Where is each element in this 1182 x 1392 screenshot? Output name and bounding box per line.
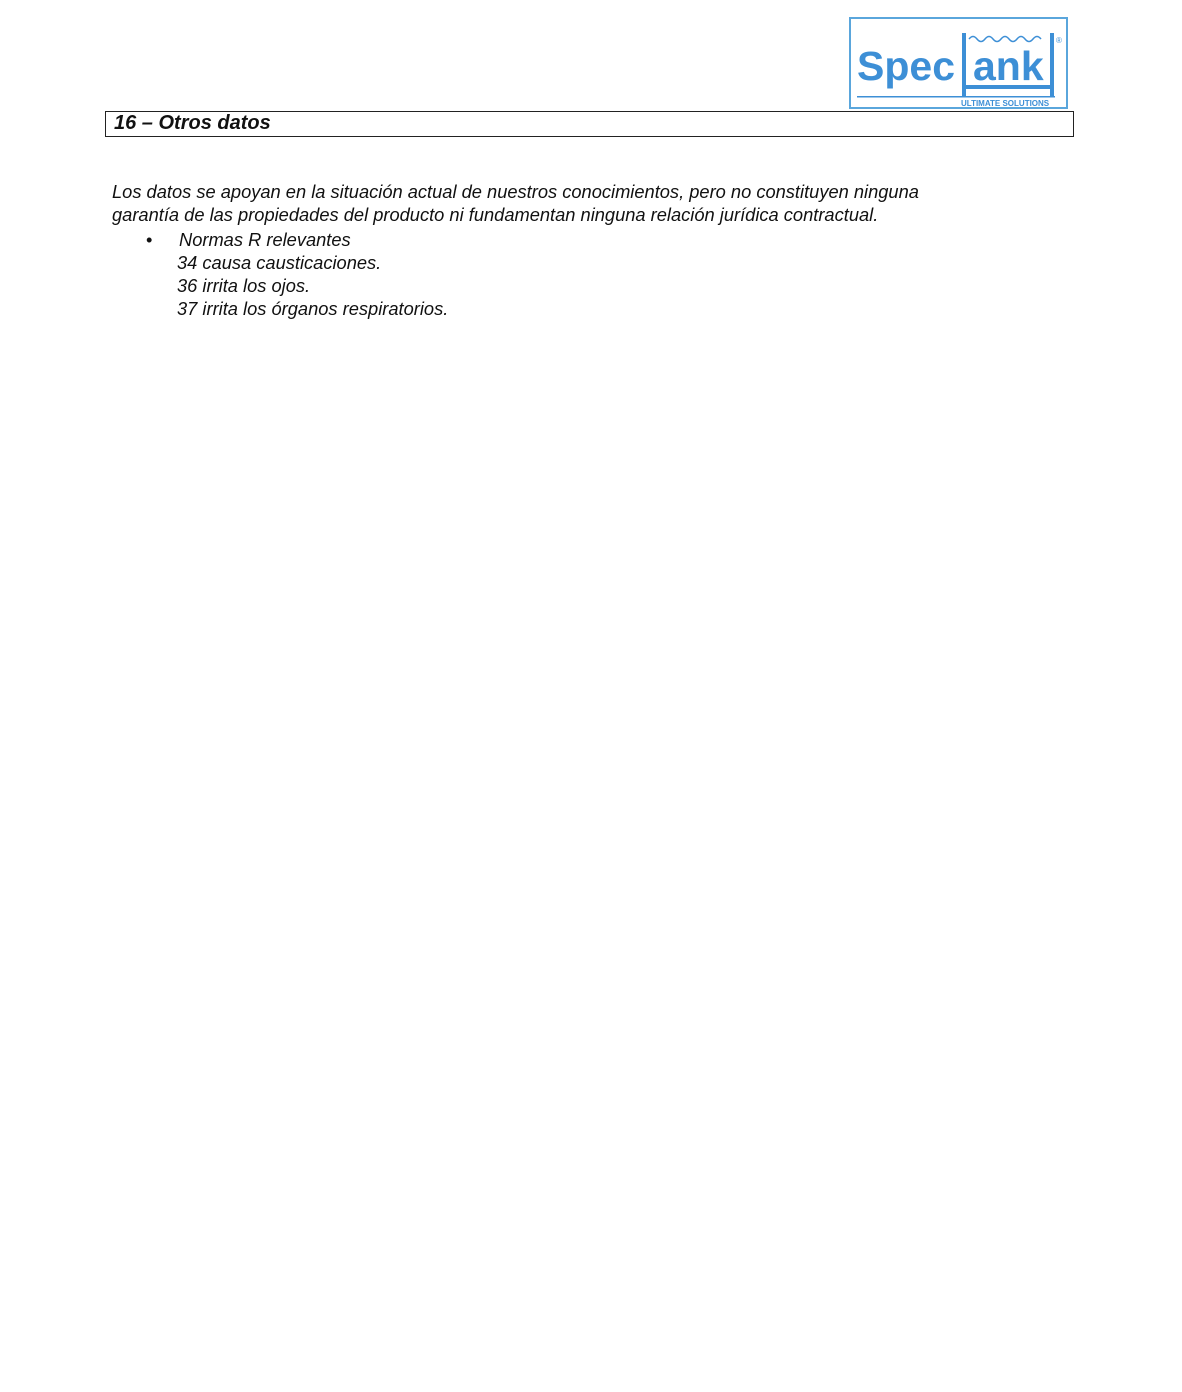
logo-brand-part2: ank [973, 43, 1044, 89]
disclaimer-paragraph [112, 181, 1052, 226]
r-phrase-item: 37 irrita los órganos respiratorios. [177, 298, 449, 319]
paragraph-line-1: Los datos se apoyan en la situación actual de nuestros conocimientos, pero no constituyen ninguna [112, 181, 919, 202]
list-item [112, 228, 1012, 251]
r-phrase-item: 34 causa causticaciones. [177, 252, 382, 273]
r-phrases-list [177, 251, 1012, 320]
bullet-icon: • [146, 229, 153, 250]
logo-graphic [851, 19, 1066, 107]
section-title: 16 – Otros datos [114, 112, 271, 134]
paragraph-line-2: garantía de las propiedades del producto ni fundamentan ninguna relación jurídica contractual. [112, 203, 879, 225]
r-phrase-item: 36 irrita los ojos. [177, 275, 311, 296]
logo-registered-mark: ® [1056, 36, 1062, 45]
spectank-logo [849, 17, 1068, 109]
logo-brand-part1: Spec [857, 43, 955, 89]
bullet-label: Normas R relevantes [179, 229, 351, 250]
water-wave-icon [969, 37, 1041, 42]
logo-tagline: ULTIMATE SOLUTIONS [961, 99, 1050, 107]
bullet-list [112, 228, 1012, 320]
section-header-box [105, 111, 1074, 137]
logo-underline [857, 96, 1055, 98]
